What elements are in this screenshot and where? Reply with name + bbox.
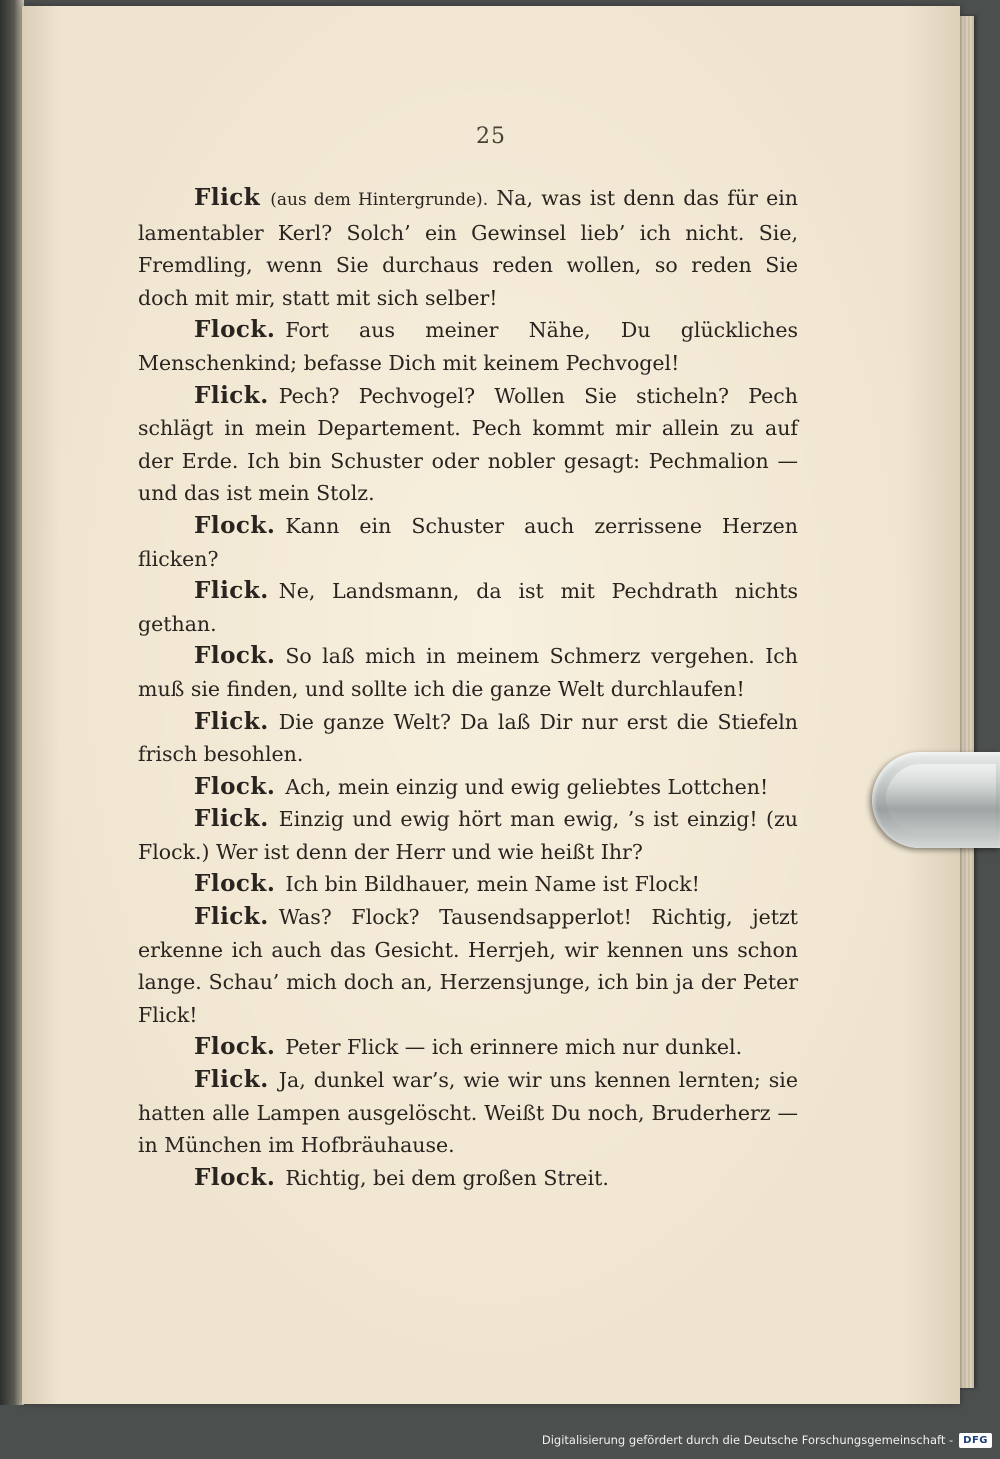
speaker-name: Flick.: [194, 903, 269, 931]
dialogue-paragraph: [138, 1031, 798, 1064]
dialogue-text: Fort aus meiner Nähe, Du glückliches Menschenkind; befasse Dich mit keinem Pechvogel!: [138, 318, 798, 375]
speaker-name: Flick: [194, 184, 261, 211]
page-text: [138, 182, 798, 1194]
page-stack-edge: [958, 16, 974, 1388]
speaker-name: Flick.: [194, 805, 269, 833]
dialogue-text: Was? Flock? Tausendsapperlot! Richtig, jetzt erkenne ich auch das Gesicht. Herrjeh, wir kennen uns schon lange. Schau’ mich doch an, Herzensjunge, ich bin ja der Peter Flick!: [138, 905, 798, 1027]
speaker-name: Flock.: [194, 316, 276, 344]
book-page: [22, 6, 960, 1404]
speaker-name: Flock.: [194, 772, 276, 800]
speaker-name: Flock.: [194, 1163, 276, 1191]
dialogue-text: Ach, mein einzig und ewig geliebtes Lottchen!: [285, 774, 769, 799]
page-clamp: [872, 752, 1000, 848]
dialogue-paragraph: [138, 182, 798, 314]
speaker-name: Flick.: [194, 1066, 269, 1094]
dialogue-text: Die ganze Welt? Da laß Dir nur erst die Stiefeln frisch besohlen.: [138, 709, 798, 767]
dialogue-text: Ja, dunkel war’s, wie wir uns kennen lernten; sie hatten alle Lampen ausgelöscht. Weißt Du noch, Bruderherz — in München im Hofbräuhause.: [138, 1068, 798, 1158]
dialogue-paragraph: [138, 640, 798, 705]
dialogue-paragraph: [138, 575, 798, 640]
speaker-name: Flock.: [194, 1033, 276, 1061]
digitization-credit: [542, 1428, 992, 1452]
speaker-name: Flick.: [194, 381, 269, 409]
speaker-name: Flick.: [194, 707, 269, 735]
dialogue-paragraph: [138, 314, 798, 379]
dialogue-text: Peter Flick — ich erinnere mich nur dunkel.: [285, 1035, 743, 1060]
dialogue-paragraph: [138, 771, 798, 804]
dialogue-text: Ne, Landsmann, da ist mit Pechdrath nichts gethan.: [138, 579, 798, 636]
dialogue-paragraph: [138, 901, 798, 1031]
speaker-name: Flock.: [194, 870, 276, 898]
previous-page-edge: [0, 0, 24, 1405]
dialogue-text: Kann ein Schuster auch zerrissene Herzen flicken?: [138, 513, 798, 571]
dialogue-text: Einzig und ewig hört man ewig, ’s ist einzig! (zu Flock.) Wer ist denn der Herr und wie heißt Ihr?: [138, 807, 798, 864]
dialogue-paragraph: [138, 1162, 798, 1195]
stage-direction: (aus dem Hintergrunde).: [270, 190, 489, 210]
speaker-name: Flock.: [194, 642, 276, 670]
dialogue-paragraph: [138, 510, 798, 575]
page-number: 25: [476, 124, 506, 149]
dialogue-text: Pech? Pechvogel? Wollen Sie sticheln? Pech schlägt in mein Departement. Pech kommt mir allein zu auf der Erde. Ich bin Schuster oder nobler gesagt: Pechmalion — und das ist mein Stolz.: [138, 383, 798, 506]
speaker-name: Flick.: [194, 577, 269, 605]
dialogue-paragraph: [138, 803, 798, 868]
dialogue-text: Na, was ist denn das für ein lamentabler Kerl? Solch’ ein Gewinsel lieb’ ich nicht. Sie, Fremdling, wenn Sie durchaus reden wollen, so reden Sie doch mit mir, statt mit sich selber!: [138, 186, 798, 310]
speaker-name: Flock.: [194, 511, 276, 539]
dialogue-paragraph: [138, 380, 798, 510]
dfg-logo: DFG: [959, 1433, 992, 1448]
dialogue-paragraph: [138, 706, 798, 771]
page-clamp-highlight: [886, 764, 996, 834]
dialogue-paragraph: [138, 868, 798, 901]
dialogue-text: Ich bin Bildhauer, mein Name ist Flock!: [285, 872, 700, 897]
dialogue-text: Richtig, bei dem großen Streit.: [285, 1165, 609, 1190]
dialogue-text: So laß mich in meinem Schmerz vergehen. Ich muß sie finden, und sollte ich die ganze Welt durchlaufen!: [138, 644, 798, 701]
credit-text: Digitalisierung gefördert durch die Deutsche Forschungsgemeinschaft -: [541, 1433, 954, 1447]
dialogue-paragraph: [138, 1064, 798, 1162]
